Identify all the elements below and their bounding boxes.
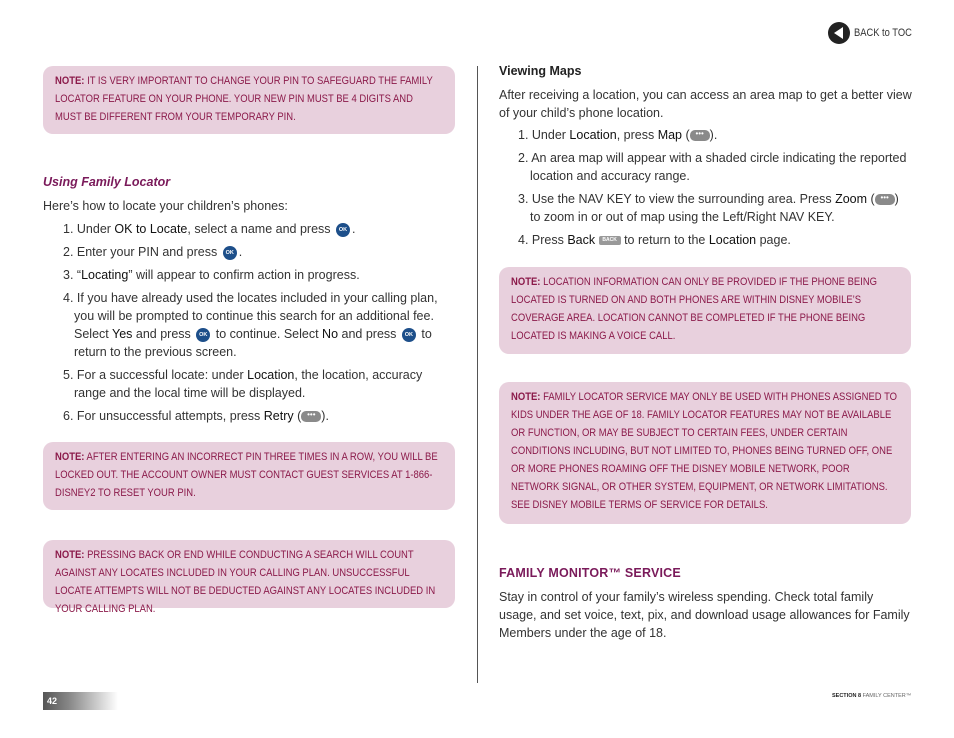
back-key-icon: BACK	[599, 236, 621, 245]
note-text: FAMILY LOCATOR SERVICE MAY ONLY BE USED WITH PHONES ASSIGNED TO KIDS UNDER THE AGE OF 18. FAMILY LOCATOR FEATURES MAY NOT BE AVAILABLE OR FUNCTION, OR MAY BE SUBJECT TO CERTAIN FEES, UNDER CERTAIN CONDITIONS INCLUDING, BUT NOT LIMITED TO, PHONES BEING TURNED OFF, ONE OR MORE PHONES ROAMING OFF THE DISNEY MOBILE NETWORK, POOR NETWORK SIGNAL, OR OTHER SYSTEM, EQUIPMENT, OR NETWORK LIMITATIONS. SEE DISNEY MOBILE TERMS OF SERVICE FOR DETAILS.	[511, 391, 898, 511]
page-number-tab	[43, 692, 118, 710]
list-item: 3. Use the NAV KEY to view the surrounding area. Press Zoom ( ••• ) to zoom in or out of map using the Left/Right NAV KEY.	[518, 192, 899, 224]
note-text: LOCATION INFORMATION CAN ONLY BE PROVIDED IF THE PHONE BEING LOCATED IS TURNED ON AND BOTH PHONES ARE WITHIN DISNEY MOBILE’S COVERAGE AREA. LOCATION CANNOT BE COMPLETED IF THE PHONE BEING LOCATED IS MAKING A VOICE CALL.	[511, 276, 878, 342]
list-item: 6. For unsuccessful attempts, press Retry ( ••• ).	[63, 409, 329, 423]
note-label: NOTE:	[511, 276, 541, 288]
section-name: FAMILY CENTER™	[861, 693, 912, 699]
note-text: IT IS VERY IMPORTANT TO CHANGE YOUR PIN TO SAFEGUARD THE FAMILY LOCATOR FEATURE ON YOUR PHONE. YOUR NEW PIN MUST BE 4 DIGITS AND MUST BE DIFFERENT FROM YOUR TEMPORARY PIN.	[55, 75, 433, 123]
using-intro: Here’s how to locate your children’s phones:	[43, 199, 288, 213]
softkey-icon: •••	[301, 411, 321, 422]
list-item: 5. For a successful locate: under Location, the location, accuracy range and the local time will be displayed.	[63, 368, 423, 400]
list-item: 2. Enter your PIN and press OK .	[63, 245, 243, 259]
ok-button-icon: OK	[402, 328, 416, 342]
ok-button-icon: OK	[223, 246, 237, 260]
back-to-toc-link[interactable]	[828, 21, 922, 45]
note-incorrect-pin	[43, 442, 455, 510]
list-item: 3. “Locating” will appear to confirm action in progress.	[63, 268, 360, 282]
column-divider	[477, 66, 478, 683]
using-family-locator-heading: Using Family Locator	[43, 175, 171, 189]
section-label: SECTION 8	[832, 693, 862, 699]
list-item: 2. An area map will appear with a shaded circle indicating the reported location and accuracy range.	[518, 151, 907, 183]
viewing-maps-heading: Viewing Maps	[499, 64, 582, 78]
back-arrow-icon	[828, 22, 850, 44]
back-to-toc-label: BACK to TOC	[854, 27, 912, 39]
family-monitor-body: Stay in control of your family’s wireless spending. Check total family usage, and set voice, text, pix, and download usage allowances for Family Members under the age of 18.	[499, 590, 910, 640]
maps-intro: After receiving a location, you can access an area map to get a better view of your child’s phone location.	[499, 88, 912, 120]
softkey-icon: •••	[875, 194, 895, 205]
list-item: 4. If you have already used the locates included in your calling plan, you will be prompted to continue this search for an additional fee. Select Yes and press OK to continue. Select No and press OK to return to the previous screen.	[63, 291, 438, 359]
note-service-limits	[499, 382, 911, 524]
page-number: 42	[47, 696, 58, 706]
note-text: AFTER ENTERING AN INCORRECT PIN THREE TIMES IN A ROW, YOU WILL BE LOCKED OUT. THE ACCOUNT OWNER MUST CONTACT GUEST SERVICES AT 1-866-DISNEY2 TO RESET YOUR PIN.	[55, 451, 438, 499]
note-label: NOTE:	[511, 391, 541, 403]
note-label: NOTE:	[55, 75, 85, 87]
note-pin	[43, 66, 455, 134]
note-text: PRESSING BACK OR END WHILE CONDUCTING A SEARCH WILL COUNT AGAINST ANY LOCATES INCLUDED IN YOUR CALLING PLAN. UNSUCCESSFUL LOCATE ATTEMPTS WILL NOT BE DEDUCTED AGAINST ANY LOCATES INCLUDED IN YOUR CALLING PLAN.	[55, 549, 436, 615]
list-item: 4. Press Back BACK to return to the Location page.	[518, 233, 791, 247]
ok-button-icon: OK	[336, 223, 350, 237]
ok-button-icon: OK	[196, 328, 210, 342]
note-location-info	[499, 267, 911, 354]
list-item: 1. Under Location, press Map ( ••• ).	[518, 128, 718, 142]
note-back-end	[43, 540, 455, 615]
family-monitor-heading: FAMILY MONITOR™ SERVICE	[499, 566, 681, 580]
note-label: NOTE:	[55, 451, 85, 463]
list-item: 1. Under OK to Locate, select a name and press OK .	[63, 222, 356, 236]
note-label: NOTE:	[55, 549, 85, 561]
softkey-icon: •••	[690, 130, 710, 141]
using-steps-list	[63, 220, 455, 430]
maps-steps-list	[518, 126, 912, 254]
section-footer	[832, 693, 911, 699]
